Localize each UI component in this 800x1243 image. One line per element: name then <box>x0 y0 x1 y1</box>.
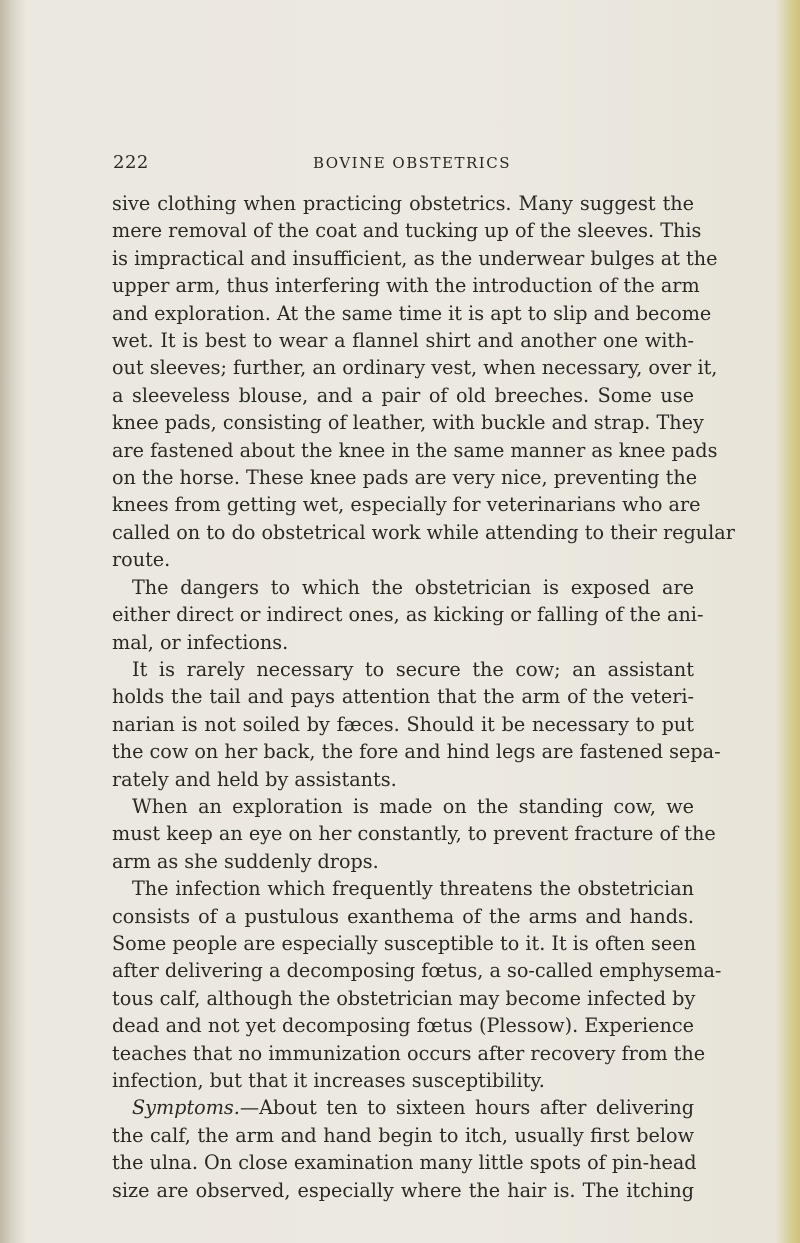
text-line: mere removal of the coat and tucking up of the sleeves. This <box>112 219 702 243</box>
text-line: must keep an eye on her constantly, to prevent fracture of the <box>112 822 716 846</box>
text-line: size are observed, especially where the hair is. The itching <box>112 1178 694 1202</box>
text-line: after delivering a decomposing fœtus, a so-called emphysema- <box>112 959 722 983</box>
text-line: upper arm, thus interfering with the introduction of the arm <box>112 274 700 298</box>
text-line: infection, but that it increases susceptibility. <box>112 1069 545 1092</box>
symptoms-heading: Symptoms. <box>132 1096 240 1120</box>
text-line: Some people are especially susceptible to it. It is often seen <box>112 931 696 955</box>
text-line: rately and held by assistants. <box>112 767 397 791</box>
text-line: narian is not soiled by fæces. Should it be necessary to put <box>112 712 694 736</box>
page-number: 222 <box>113 152 149 173</box>
text-line: consists of a pustulous exanthema of the arms and hands. <box>112 904 694 928</box>
text-line: the calf, the arm and hand begin to itch, usually first below <box>112 1123 694 1147</box>
text-line: When an exploration is made on the standing cow, we <box>132 794 694 818</box>
text-line: is impractical and insufficient, as the underwear bulges at the <box>112 246 718 270</box>
text-line: arm as she suddenly drops. <box>112 849 379 873</box>
text-line: are fastened about the knee in the same manner as knee pads <box>112 438 718 462</box>
text-line: route. <box>112 548 171 572</box>
text-line: knees from getting wet, especially for veterinarians who are <box>112 493 701 517</box>
body-text <box>112 190 735 1204</box>
text-line: The dangers to which the obstetrician is exposed are <box>132 575 694 599</box>
text-line: the cow on her back, the fore and hind legs are fastened sepa- <box>112 740 721 764</box>
running-head: BOVINE OBSTETRICS <box>313 154 511 172</box>
text-line: mal, or infections. <box>112 630 289 654</box>
text-line: The infection which frequently threatens the obstetrician <box>132 877 694 901</box>
text-line: teaches that no immunization occurs after recovery from the <box>112 1041 706 1065</box>
text-line: called on to do obstetrical work while attending to their regular <box>112 520 735 544</box>
text-line: the ulna. On close examination many little spots of pin-head <box>112 1151 697 1175</box>
text-line: knee pads, consisting of leather, with buckle and strap. They <box>112 411 704 435</box>
spine-shadow <box>0 0 26 1243</box>
text-line: a sleeveless blouse, and a pair of old breeches. Some use <box>112 383 694 407</box>
text-line: sive clothing when practicing obstetrics. Many suggest the <box>112 192 694 215</box>
text-line: It is rarely necessary to secure the cow; an assistant <box>132 657 694 681</box>
text-line: out sleeves; further, an ordinary vest, when necessary, over it, <box>112 356 718 380</box>
text-line: and exploration. At the same time it is apt to slip and become <box>112 301 712 325</box>
text-line-symptoms <box>112 1094 694 1121</box>
page-edge <box>776 0 800 1243</box>
text-line: either direct or indirect ones, as kicking or falling of the ani- <box>112 603 704 627</box>
text-line: holds the tail and pays attention that the arm of the veteri- <box>112 685 694 709</box>
text-line: tous calf, although the obstetrician may become infected by <box>112 986 696 1010</box>
text-line: dead and not yet decomposing fœtus (Plessow). Experience <box>112 1014 694 1038</box>
symptoms-text: —About ten to sixteen hours after delivering <box>239 1096 694 1120</box>
text-line: wet. It is best to wear a flannel shirt and another one with- <box>112 329 694 353</box>
text-line: on the horse. These knee pads are very nice, preventing the <box>112 466 698 490</box>
